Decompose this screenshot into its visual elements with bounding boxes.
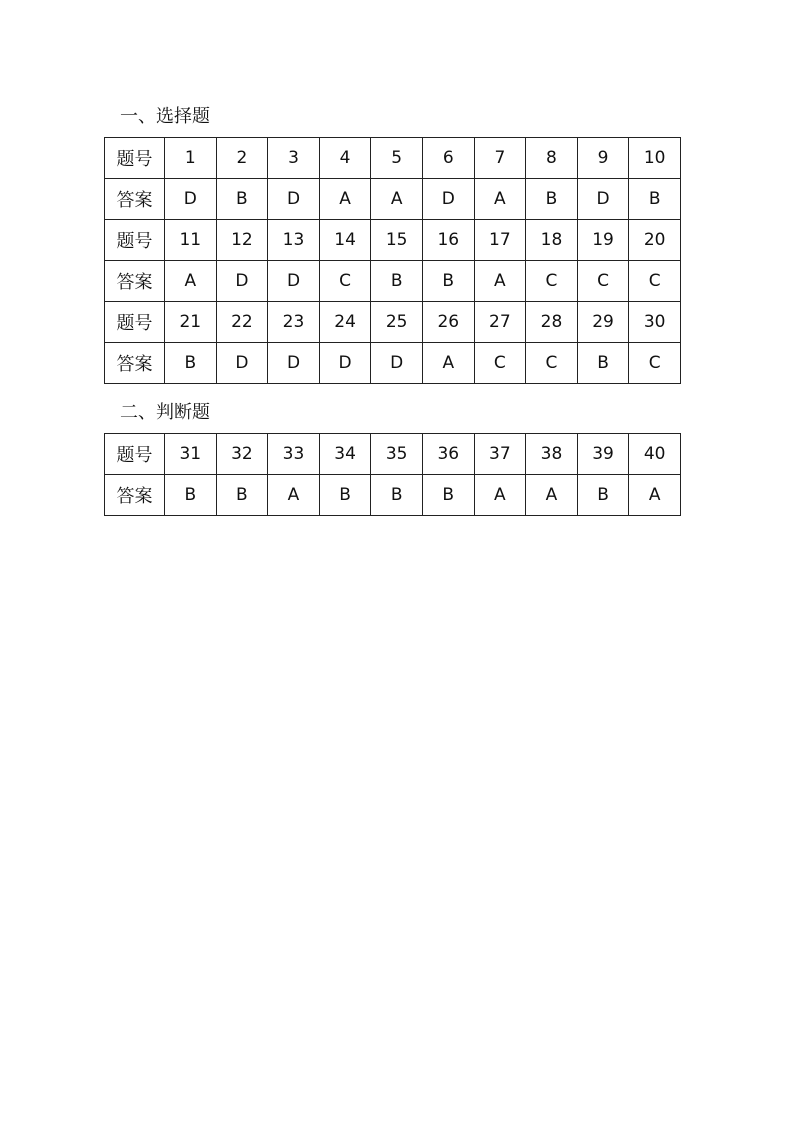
question-number-cell: 39 [577, 434, 629, 475]
answer-row [105, 179, 681, 220]
question-number-cell: 31 [165, 434, 217, 475]
answer-cell: C [526, 261, 578, 302]
answer-row [105, 343, 681, 384]
answer-cell: D [268, 179, 320, 220]
answer-cell: A [422, 343, 474, 384]
answer-cell: D [268, 343, 320, 384]
row-label: 题号 [105, 138, 165, 179]
question-number-row [105, 302, 681, 343]
section-heading-true-false: 二、判断题 [120, 402, 210, 423]
question-number-cell: 22 [216, 302, 268, 343]
answer-cell: A [268, 475, 320, 516]
question-number-cell: 38 [526, 434, 578, 475]
answer-cell: C [319, 261, 371, 302]
question-number-cell: 1 [165, 138, 217, 179]
answer-cell: B [422, 475, 474, 516]
answer-cell: A [629, 475, 681, 516]
question-number-cell: 8 [526, 138, 578, 179]
row-label: 题号 [105, 434, 165, 475]
question-number-cell: 24 [319, 302, 371, 343]
answer-cell: A [319, 179, 371, 220]
answer-row [105, 261, 681, 302]
question-number-cell: 40 [629, 434, 681, 475]
question-number-cell: 20 [629, 220, 681, 261]
answer-cell: C [577, 261, 629, 302]
question-number-cell: 21 [165, 302, 217, 343]
answer-cell: D [319, 343, 371, 384]
question-number-cell: 33 [268, 434, 320, 475]
question-number-cell: 36 [422, 434, 474, 475]
answer-cell: B [216, 179, 268, 220]
answer-cell: B [371, 261, 423, 302]
question-number-cell: 35 [371, 434, 423, 475]
answer-cell: D [422, 179, 474, 220]
question-number-cell: 14 [319, 220, 371, 261]
row-label: 答案 [105, 475, 165, 516]
answer-cell: B [629, 179, 681, 220]
answer-cell: A [371, 179, 423, 220]
answer-cell: B [422, 261, 474, 302]
question-number-cell: 10 [629, 138, 681, 179]
question-number-cell: 9 [577, 138, 629, 179]
question-number-cell: 29 [577, 302, 629, 343]
question-number-cell: 27 [474, 302, 526, 343]
question-number-cell: 5 [371, 138, 423, 179]
answer-cell: A [474, 179, 526, 220]
answer-row [105, 475, 681, 516]
row-label: 题号 [105, 302, 165, 343]
question-number-cell: 28 [526, 302, 578, 343]
answer-cell: D [216, 343, 268, 384]
question-number-cell: 18 [526, 220, 578, 261]
answer-cell: D [371, 343, 423, 384]
question-number-row [105, 220, 681, 261]
question-number-cell: 16 [422, 220, 474, 261]
section-heading-multiple-choice: 一、选择题 [120, 106, 210, 127]
question-number-cell: 3 [268, 138, 320, 179]
question-number-cell: 17 [474, 220, 526, 261]
answer-cell: C [526, 343, 578, 384]
question-number-cell: 6 [422, 138, 474, 179]
answer-cell: B [577, 475, 629, 516]
answer-cell: C [629, 261, 681, 302]
answer-cell: D [165, 179, 217, 220]
answer-cell: A [474, 261, 526, 302]
question-number-cell: 11 [165, 220, 217, 261]
question-number-cell: 32 [216, 434, 268, 475]
question-number-cell: 23 [268, 302, 320, 343]
question-number-cell: 34 [319, 434, 371, 475]
question-number-cell: 13 [268, 220, 320, 261]
question-number-cell: 37 [474, 434, 526, 475]
question-number-cell: 7 [474, 138, 526, 179]
question-number-cell: 12 [216, 220, 268, 261]
question-number-cell: 19 [577, 220, 629, 261]
answer-cell: A [165, 261, 217, 302]
answer-table-multiple-choice [104, 137, 681, 384]
answer-cell: A [474, 475, 526, 516]
answer-cell: B [165, 475, 217, 516]
answer-cell: B [165, 343, 217, 384]
question-number-cell: 26 [422, 302, 474, 343]
answer-cell: D [216, 261, 268, 302]
question-number-cell: 30 [629, 302, 681, 343]
answer-cell: C [629, 343, 681, 384]
row-label: 答案 [105, 261, 165, 302]
answer-cell: B [577, 343, 629, 384]
answer-cell: A [526, 475, 578, 516]
question-number-cell: 15 [371, 220, 423, 261]
question-number-row [105, 434, 681, 475]
question-number-cell: 25 [371, 302, 423, 343]
answer-cell: C [474, 343, 526, 384]
answer-table-true-false [104, 433, 681, 516]
question-number-cell: 4 [319, 138, 371, 179]
question-number-cell: 2 [216, 138, 268, 179]
answer-cell: B [319, 475, 371, 516]
answer-cell: B [371, 475, 423, 516]
question-number-row [105, 138, 681, 179]
row-label: 答案 [105, 179, 165, 220]
answer-cell: B [216, 475, 268, 516]
answer-cell: D [268, 261, 320, 302]
answer-cell: B [526, 179, 578, 220]
row-label: 题号 [105, 220, 165, 261]
row-label: 答案 [105, 343, 165, 384]
answer-cell: D [577, 179, 629, 220]
